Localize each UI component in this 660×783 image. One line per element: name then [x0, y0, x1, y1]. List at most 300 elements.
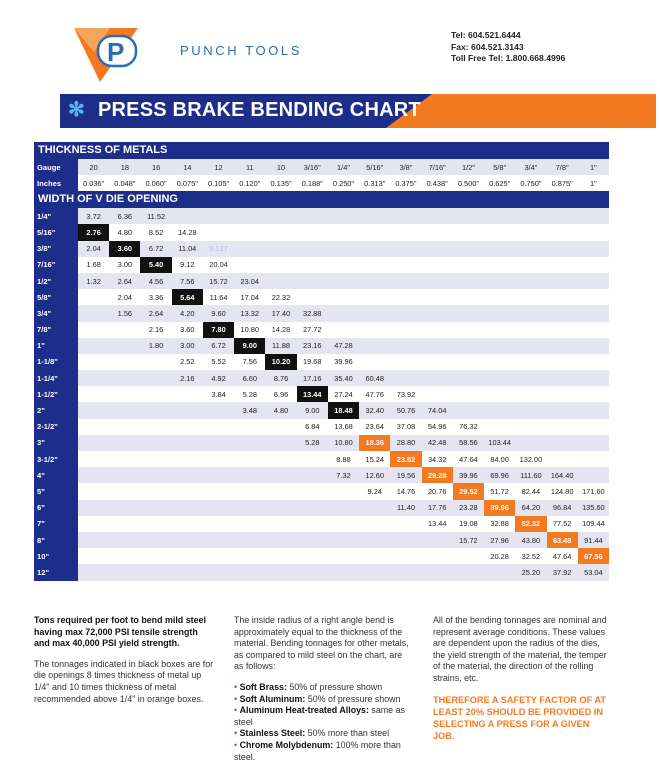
- tonnage-cell: 1.32: [78, 273, 109, 289]
- tonnage-cell: [140, 532, 171, 548]
- tonnage-cell: [297, 224, 328, 240]
- tonnage-cell: 91.44: [578, 532, 609, 548]
- die-width-label: 4": [34, 467, 78, 483]
- tonnage-cell: 6.36: [109, 208, 140, 224]
- tonnage-cell: [140, 548, 171, 564]
- tonnage-cell: [390, 548, 421, 564]
- tonnage-cell: [109, 483, 140, 499]
- tonnage-cell: [578, 370, 609, 386]
- tonnage-cell: [484, 241, 515, 257]
- tonnage-cell: [265, 241, 296, 257]
- tonnage-cell: [172, 451, 203, 467]
- tonnage-cell: [547, 338, 578, 354]
- tonnage-cell: [140, 516, 171, 532]
- inch-cell: 0.105": [203, 175, 234, 191]
- radius-note: The inside radius of a right angle bend is approximately equal to the thickness of the material. Bending tonnages for other metals, as compared to mild steel on the chart, are as follows:: [234, 615, 409, 672]
- inch-cell: 0.438": [422, 175, 453, 191]
- tonnage-cell: 124.80: [547, 483, 578, 499]
- table-row: [34, 483, 609, 499]
- inches-row: [34, 175, 609, 191]
- contact-fax: Fax: 604.521.3143: [451, 41, 524, 52]
- tonnage-cell: [390, 322, 421, 338]
- die-width-label: 3/8": [34, 241, 78, 257]
- tonnage-cell: 13.32: [234, 305, 265, 321]
- tonnage-cell: [172, 402, 203, 418]
- tonnage-cell: [297, 241, 328, 257]
- tonnage-cell: [78, 532, 109, 548]
- die-width-label: 2-1/2": [34, 419, 78, 435]
- bullet-icon: •: [234, 681, 240, 692]
- die-width-label: 5": [34, 483, 78, 499]
- tonnage-cell: [515, 354, 546, 370]
- tonnage-cell: [422, 257, 453, 273]
- title-banner: [60, 94, 656, 128]
- tonnage-cell: [390, 208, 421, 224]
- tonnage-cell: 9.127: [203, 241, 234, 257]
- thickness-heading: THICKNESS OF METALS: [34, 142, 609, 159]
- tonnage-cell: [515, 435, 546, 451]
- tonnage-cell: 6.60: [234, 370, 265, 386]
- tonnage-cell: [547, 370, 578, 386]
- tonnage-cell: [265, 500, 296, 516]
- tonnage-cell: [78, 516, 109, 532]
- tonnage-cell: [484, 419, 515, 435]
- brand-name: PUNCH TOOLS: [180, 43, 303, 58]
- tonnage-cell: [265, 224, 296, 240]
- tonnage-cell: [547, 289, 578, 305]
- tonnage-cell: [390, 338, 421, 354]
- tonnage-cell: [172, 435, 203, 451]
- tonnage-cell: [265, 451, 296, 467]
- tonnage-cell: 5.40: [140, 257, 171, 273]
- tonnage-cell: [578, 305, 609, 321]
- tonnage-cell: 32.88: [484, 516, 515, 532]
- tonnage-cell: 17.76: [422, 500, 453, 516]
- tonnage-cell: 8.52: [140, 224, 171, 240]
- tonnage-cell: [422, 273, 453, 289]
- tonnage-cell: [359, 305, 390, 321]
- tonnage-cell: 23.64: [359, 419, 390, 435]
- tonnage-cell: [328, 273, 359, 289]
- tonnage-cell: [109, 451, 140, 467]
- tonnage-cell: [172, 564, 203, 580]
- tonnage-cell: [203, 467, 234, 483]
- tonnage-cell: [78, 483, 109, 499]
- metal-name: Aluminum Heat-treated Alloys:: [239, 705, 369, 716]
- die-width-label: 3-1/2": [34, 451, 78, 467]
- tonnage-cell: 6.96: [265, 386, 296, 402]
- tonnage-cell: [234, 257, 265, 273]
- tonnage-cell: [453, 338, 484, 354]
- table-row: [34, 516, 609, 532]
- metal-item: [234, 694, 414, 706]
- tonnage-cell: [515, 338, 546, 354]
- tonnage-cell: 11.52: [140, 208, 171, 224]
- tonnage-cell: [328, 305, 359, 321]
- tonnage-cell: [109, 516, 140, 532]
- tonnage-cell: [78, 419, 109, 435]
- tonnage-cell: [515, 241, 546, 257]
- tonnage-cell: [422, 338, 453, 354]
- tonnage-cell: 15.72: [203, 273, 234, 289]
- tonnage-cell: 5.64: [172, 289, 203, 305]
- tonnage-cell: [359, 338, 390, 354]
- tonnage-cell: [297, 483, 328, 499]
- tonnage-cell: [265, 516, 296, 532]
- tonnage-cell: [328, 500, 359, 516]
- tonnage-cell: [359, 208, 390, 224]
- table-row: [34, 305, 609, 321]
- tonnage-cell: 2.52: [172, 354, 203, 370]
- table-row: [34, 224, 609, 240]
- tonnage-cell: [578, 289, 609, 305]
- tonnage-cell: 109.44: [578, 516, 609, 532]
- tonnage-cell: 3.00: [109, 257, 140, 273]
- tonnage-cell: 3.60: [109, 241, 140, 257]
- tonnage-cell: [172, 532, 203, 548]
- tonnage-cell: [453, 273, 484, 289]
- tonnage-cell: 7.56: [172, 273, 203, 289]
- tonnage-cell: 9.60: [203, 305, 234, 321]
- tonnage-cell: [234, 208, 265, 224]
- tonnage-cell: 13.44: [297, 386, 328, 402]
- die-width-label: 8": [34, 532, 78, 548]
- tonnage-cell: [484, 322, 515, 338]
- gauge-row: [34, 159, 609, 175]
- tonnage-cell: [109, 386, 140, 402]
- tonnage-cell: 3.60: [172, 322, 203, 338]
- tonnage-cell: [109, 419, 140, 435]
- tonnage-cell: 5.28: [234, 386, 265, 402]
- tonnage-cell: 77.52: [547, 516, 578, 532]
- notes-column-2: [234, 615, 414, 763]
- tonnage-cell: [203, 500, 234, 516]
- tonnage-cell: [547, 322, 578, 338]
- tonnage-cell: [140, 435, 171, 451]
- tonnage-cell: [140, 564, 171, 580]
- tonnage-cell: [234, 564, 265, 580]
- tonnage-cell: 23.52: [390, 451, 421, 467]
- tonnage-cell: 17.16: [297, 370, 328, 386]
- tonnage-cell: 11.64: [203, 289, 234, 305]
- tonnage-cell: [265, 467, 296, 483]
- gauge-cell: 16: [140, 159, 171, 175]
- tonnage-cell: [140, 370, 171, 386]
- gauge-cell: 5/8": [484, 159, 515, 175]
- die-width-label: 3/4": [34, 305, 78, 321]
- tonnage-cell: 2.16: [140, 322, 171, 338]
- tonnage-cell: [140, 354, 171, 370]
- tonnage-cell: 22.32: [265, 289, 296, 305]
- tonnage-cell: [390, 305, 421, 321]
- tonnage-cell: 96.84: [547, 500, 578, 516]
- die-width-label: 1": [34, 338, 78, 354]
- tonnage-cell: 23.28: [453, 500, 484, 516]
- tonnage-cell: [78, 305, 109, 321]
- tonnage-cell: [328, 289, 359, 305]
- tonnage-cell: 103.44: [484, 435, 515, 451]
- tonnage-cell: [578, 224, 609, 240]
- die-width-label: 3": [34, 435, 78, 451]
- table-row: [34, 451, 609, 467]
- gauge-cell: 1": [578, 159, 609, 175]
- tonnage-cell: [453, 289, 484, 305]
- tonnage-cell: [297, 532, 328, 548]
- tonnage-cell: 14.28: [265, 322, 296, 338]
- tonnage-cell: 50.76: [390, 402, 421, 418]
- table-row: [34, 338, 609, 354]
- tonnage-cell: 4.92: [203, 370, 234, 386]
- metal-desc: same as steel: [234, 705, 405, 727]
- tonnage-cell: [297, 451, 328, 467]
- tonnage-cell: 47.64: [453, 451, 484, 467]
- tonnage-cell: [140, 386, 171, 402]
- tonnage-cell: 27.96: [484, 532, 515, 548]
- tonnage-cell: [265, 273, 296, 289]
- tonnage-cell: 17.04: [234, 289, 265, 305]
- box-note: The tonnages indicated in black boxes are for die openings 8 times thickness of metal up 1/4" and 10 times thickness of metal recommended above 1/4" in orange boxes.: [34, 658, 214, 704]
- tonnage-cell: [578, 208, 609, 224]
- tonnage-cell: 4.20: [172, 305, 203, 321]
- tonnage-cell: [578, 419, 609, 435]
- gauge-cell: 11: [234, 159, 265, 175]
- tonnage-cell: [422, 224, 453, 240]
- tonnage-cell: [234, 241, 265, 257]
- die-width-label: 12": [34, 564, 78, 580]
- metal-item: [234, 705, 414, 728]
- inch-cell: 0.313": [359, 175, 390, 191]
- tonnage-cell: [234, 451, 265, 467]
- tonnage-cell: 28.80: [390, 435, 421, 451]
- gauge-cell: 14: [172, 159, 203, 175]
- nominal-note: All of the bending tonnages are nominal and represent average conditions. These values are dependent upon the radius of the dies, the yield strength of the material, the temper of the material, the direction of the rolling strains, etc.: [433, 615, 607, 683]
- table-row: [34, 322, 609, 338]
- tonnage-cell: 54.96: [422, 419, 453, 435]
- tonnage-cell: [422, 322, 453, 338]
- tonnage-cell: [109, 548, 140, 564]
- table-row: [34, 548, 609, 564]
- tonnage-cell: [515, 224, 546, 240]
- tonnage-cell: [547, 402, 578, 418]
- tonnage-cell: [203, 208, 234, 224]
- tonnage-cell: [109, 322, 140, 338]
- metal-desc: 50% more than steel: [305, 728, 390, 739]
- tonnage-cell: [297, 516, 328, 532]
- tonnage-cell: [109, 532, 140, 548]
- inch-cell: 0.048": [109, 175, 140, 191]
- tonnage-cell: 43.80: [515, 532, 546, 548]
- tonnage-cell: 8.76: [265, 370, 296, 386]
- table-row: [34, 354, 609, 370]
- tonnage-cell: [453, 322, 484, 338]
- tonnage-cell: [390, 241, 421, 257]
- tonnage-cell: 7.80: [203, 322, 234, 338]
- tonnage-cell: [578, 402, 609, 418]
- tonnage-cell: 5.28: [297, 435, 328, 451]
- table-row: [34, 386, 609, 402]
- tonnage-cell: 34.32: [422, 451, 453, 467]
- tonnage-cell: [515, 208, 546, 224]
- tonnage-cell: [547, 273, 578, 289]
- tonnage-cell: 1.56: [109, 305, 140, 321]
- tonnage-cell: 3.36: [140, 289, 171, 305]
- tonnage-cell: [265, 435, 296, 451]
- tonnage-cell: [515, 305, 546, 321]
- tonnage-cell: [265, 564, 296, 580]
- tonnage-cell: 76.32: [453, 419, 484, 435]
- tonnage-cell: 1.80: [140, 338, 171, 354]
- die-width-label: 1/4": [34, 208, 78, 224]
- inch-cell: 0.375": [390, 175, 421, 191]
- tonnage-cell: [328, 257, 359, 273]
- tonnage-cell: [78, 354, 109, 370]
- tonnage-cell: [328, 224, 359, 240]
- tonnage-cell: [265, 257, 296, 273]
- tonnage-cell: 52.32: [515, 516, 546, 532]
- table-row: [34, 402, 609, 418]
- tonnage-cell: [109, 370, 140, 386]
- tonnage-cell: [578, 338, 609, 354]
- tonnage-cell: [78, 548, 109, 564]
- tonnage-cell: 171.60: [578, 483, 609, 499]
- tonnage-cell: 11.88: [265, 338, 296, 354]
- tonnage-cell: 11.04: [172, 241, 203, 257]
- tonnage-cell: 6.72: [140, 241, 171, 257]
- tonnage-cell: 63.48: [547, 532, 578, 548]
- tonnage-cell: [140, 402, 171, 418]
- tonnage-cell: [78, 370, 109, 386]
- tonnage-cell: [328, 322, 359, 338]
- inch-cell: 0.500": [453, 175, 484, 191]
- die-width-label: 7": [34, 516, 78, 532]
- gauge-cell: 10: [265, 159, 296, 175]
- tonnage-cell: [515, 386, 546, 402]
- tonnage-cell: [547, 208, 578, 224]
- tonnage-cell: [297, 564, 328, 580]
- tonnage-cell: [172, 208, 203, 224]
- tonnage-cell: [328, 532, 359, 548]
- tonnage-cell: [453, 370, 484, 386]
- tonnage-cell: [390, 370, 421, 386]
- tonnage-cell: 4.80: [109, 224, 140, 240]
- tonnage-cell: [109, 564, 140, 580]
- tonnage-cell: 27.24: [328, 386, 359, 402]
- inch-cell: 0.250": [328, 175, 359, 191]
- tonnage-cell: [328, 483, 359, 499]
- tonnage-cell: 2.64: [109, 273, 140, 289]
- tonnage-cell: 14.76: [390, 483, 421, 499]
- tonnage-cell: [140, 500, 171, 516]
- tonnage-cell: 135.60: [578, 500, 609, 516]
- gauge-cell: 3/4": [515, 159, 546, 175]
- tonnage-cell: 3.48: [234, 402, 265, 418]
- tonnage-cell: 7.32: [328, 467, 359, 483]
- tonnage-cell: [484, 338, 515, 354]
- tonnage-cell: [78, 402, 109, 418]
- tonnage-cell: 9.00: [234, 338, 265, 354]
- tonnage-cell: 29.28: [422, 467, 453, 483]
- tonnage-cell: [297, 289, 328, 305]
- tonnage-cell: 74.04: [422, 402, 453, 418]
- tonnage-cell: 39.96: [453, 467, 484, 483]
- tonnage-cell: 6.84: [297, 419, 328, 435]
- tonnage-cell: [234, 483, 265, 499]
- tonnage-cell: [578, 273, 609, 289]
- tonnage-cell: [297, 467, 328, 483]
- tonnage-cell: [515, 257, 546, 273]
- tonnage-cell: [203, 419, 234, 435]
- tonnage-cell: [203, 532, 234, 548]
- gauge-cell: 7/8": [547, 159, 578, 175]
- tonnage-cell: [453, 402, 484, 418]
- metal-name: Soft Brass:: [239, 681, 287, 692]
- tonnage-cell: 37.08: [390, 419, 421, 435]
- tonnage-cell: [359, 354, 390, 370]
- tonnage-cell: 164.40: [547, 467, 578, 483]
- tonnage-cell: 19.68: [297, 354, 328, 370]
- tonnage-cell: 39.96: [484, 500, 515, 516]
- die-width-label: 7/8": [34, 322, 78, 338]
- contact-info: [451, 30, 565, 65]
- tonnage-cell: [78, 451, 109, 467]
- tonnage-cell: 13.44: [422, 516, 453, 532]
- asterisk-icon: ✻: [68, 99, 85, 121]
- tonnage-cell: [390, 273, 421, 289]
- tonnage-cell: [390, 564, 421, 580]
- tonnage-cell: [484, 289, 515, 305]
- tonnage-cell: 5.52: [203, 354, 234, 370]
- tonnage-cell: [328, 241, 359, 257]
- tonnage-cell: [359, 257, 390, 273]
- tonnage-cell: [390, 516, 421, 532]
- tonnage-cell: [547, 241, 578, 257]
- tonnage-cell: [422, 386, 453, 402]
- tonnage-cell: [422, 548, 453, 564]
- tonnage-cell: 111.60: [515, 467, 546, 483]
- tonnage-cell: 17.40: [265, 305, 296, 321]
- bullet-icon: •: [234, 728, 240, 739]
- notes-column-1: [34, 615, 214, 705]
- tonnage-cell: [547, 435, 578, 451]
- tonnage-cell: 35.40: [328, 370, 359, 386]
- page-title: PRESS BRAKE BENDING CHART: [98, 99, 421, 121]
- tonnage-cell: 32.40: [359, 402, 390, 418]
- tonnage-cell: [359, 548, 390, 564]
- tonnage-cell: [578, 241, 609, 257]
- tonnage-cell: [359, 564, 390, 580]
- tonnage-cell: [359, 500, 390, 516]
- tonnage-cell: [297, 257, 328, 273]
- tonnage-cell: [515, 322, 546, 338]
- tonnage-cell: 10.80: [234, 322, 265, 338]
- inch-cell: 1": [578, 175, 609, 191]
- table-row: [34, 467, 609, 483]
- tonnage-cell: [78, 338, 109, 354]
- metal-item: [234, 740, 414, 763]
- tonnage-cell: [109, 354, 140, 370]
- tonnage-cell: 10.20: [265, 354, 296, 370]
- tonnage-cell: [234, 435, 265, 451]
- tonnage-cell: 2.16: [172, 370, 203, 386]
- tonnage-cell: [547, 419, 578, 435]
- metal-item: [234, 682, 414, 694]
- tonnage-cell: [234, 516, 265, 532]
- tonnage-cell: [109, 338, 140, 354]
- bending-chart: [34, 142, 609, 581]
- tonnage-cell: [578, 386, 609, 402]
- inch-cell: 0.075": [172, 175, 203, 191]
- tonnage-cell: [390, 354, 421, 370]
